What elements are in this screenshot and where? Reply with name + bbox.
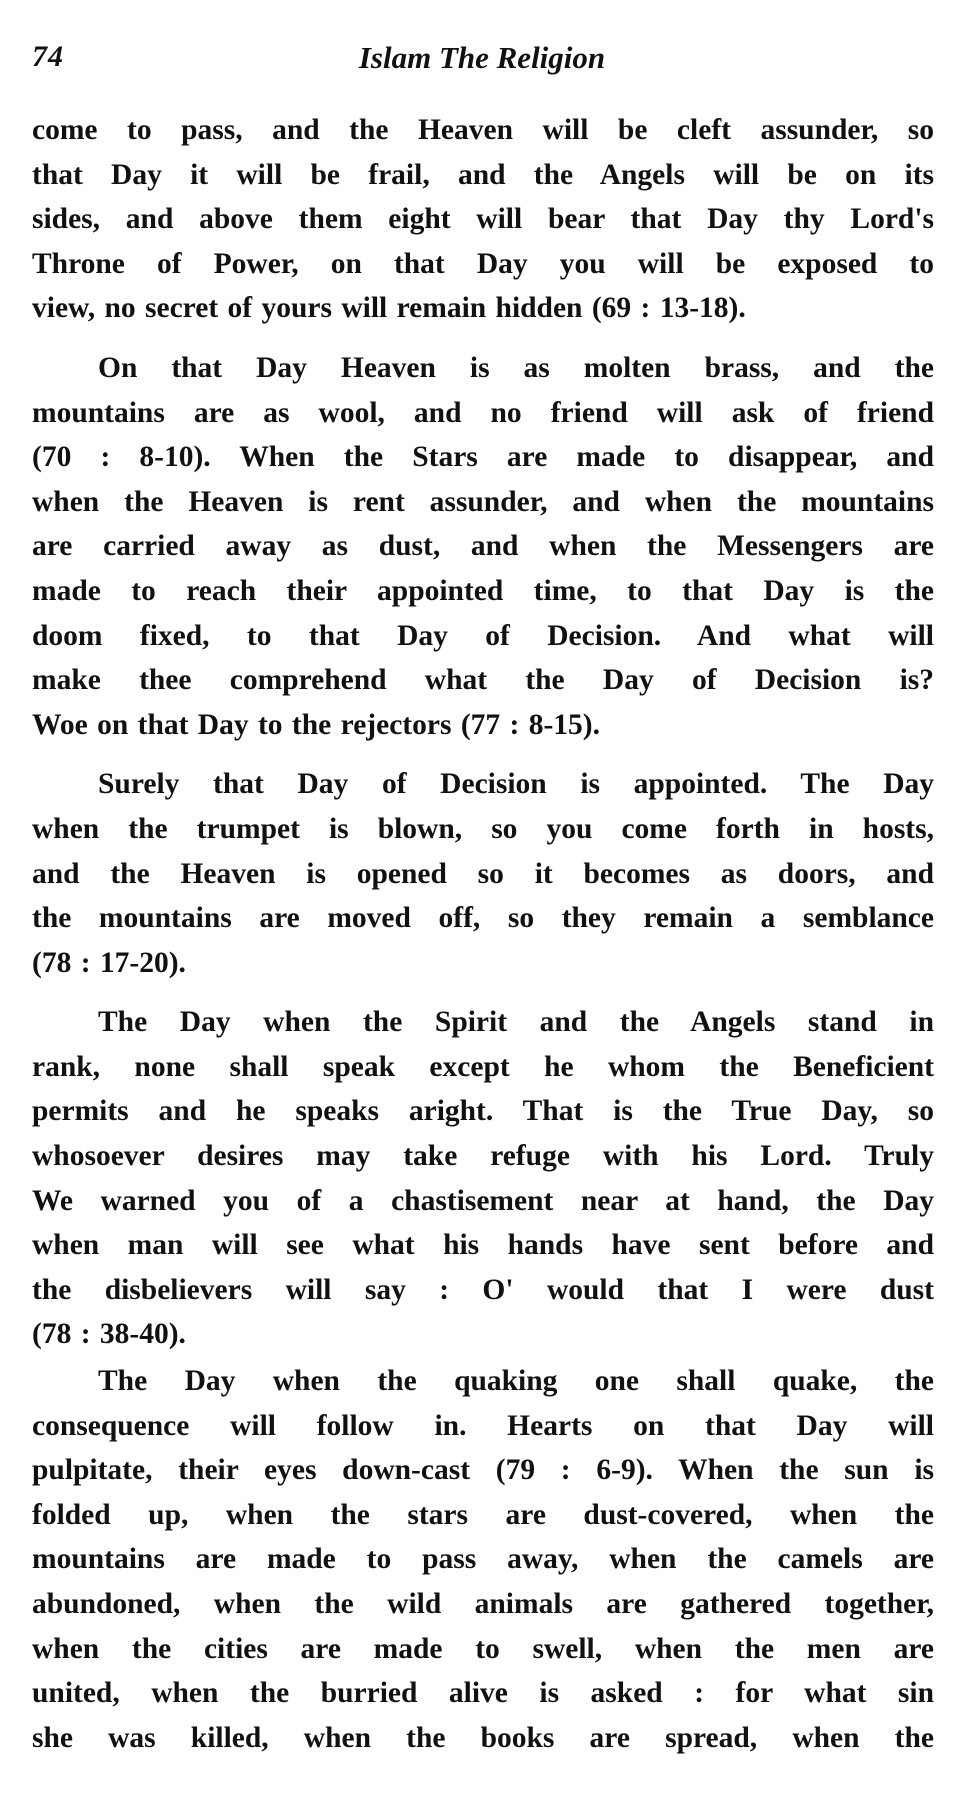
paragraph-3	[32, 762, 934, 985]
text-line: Throne of Power, on that Day you will be exposed to	[32, 247, 934, 280]
paragraph-4	[32, 1000, 934, 1357]
text-line: (70 : 8-10). When the Stars are made to disappear, and	[32, 441, 934, 474]
text-line: the mountains are moved off, so they remain a semblance	[32, 902, 934, 935]
text-line: whosoever desires may take refuge with his Lord. Truly	[32, 1140, 934, 1173]
text-line: sides, and above them eight will bear that Day thy Lord's	[32, 203, 934, 236]
text-line: permits and he speaks aright. That is the True Day, so	[32, 1095, 934, 1128]
text-line: she was killed, when the books are spread, when the	[32, 1721, 934, 1754]
page-body	[32, 108, 934, 1760]
page-number: 74	[32, 40, 64, 73]
paragraph-5	[32, 1359, 934, 1760]
text-line: We warned you of a chastisement near at hand, the Day	[32, 1184, 934, 1217]
text-line: when the trumpet is blown, so you come forth in hosts,	[32, 812, 934, 845]
text-line: that Day it will be frail, and the Angels will be on its	[32, 158, 934, 191]
text-line: rank, none shall speak except he whom the Beneficient	[32, 1050, 934, 1083]
paragraph-1	[32, 108, 934, 331]
text-line: the disbelievers will say : O' would that I were dust	[32, 1273, 934, 1306]
text-line: pulpitate, their eyes down-cast (79 : 6-9). When the sun is	[32, 1454, 934, 1487]
text-line: when the Heaven is rent assunder, and when the mountains	[32, 485, 934, 518]
text-line: The Day when the Spirit and the Angels stand in	[98, 1006, 934, 1039]
text-line: united, when the burried alive is asked : for what sin	[32, 1677, 934, 1710]
text-line: abundoned, when the wild animals are gathered together,	[32, 1588, 934, 1620]
text-line: when the cities are made to swell, when the men are	[32, 1632, 934, 1665]
text-line: consequence will follow in. Hearts on that Day will	[32, 1409, 934, 1442]
text-line: view, no secret of yours will remain hidden (69 : 13-18).	[32, 292, 746, 325]
text-line: are carried away as dust, and when the Messengers are	[32, 530, 934, 563]
text-line: come to pass, and the Heaven will be cleft assunder, so	[32, 114, 934, 146]
text-line: The Day when the quaking one shall quake, the	[98, 1365, 934, 1398]
text-line: Woe on that Day to the rejectors (77 : 8-15).	[32, 708, 600, 741]
page-header	[32, 40, 932, 84]
text-line: when man will see what his hands have sent before and	[32, 1229, 934, 1262]
text-line: On that Day Heaven is as molten brass, and the	[98, 351, 934, 384]
running-title: Islam The Religion	[358, 40, 606, 75]
text-line: mountains are as wool, and no friend will ask of friend	[32, 396, 934, 429]
text-line: Surely that Day of Decision is appointed. The Day	[98, 768, 934, 801]
text-line: (78 : 17-20).	[32, 946, 186, 979]
text-line: made to reach their appointed time, to that Day is the	[32, 574, 934, 607]
text-line: mountains are made to pass away, when the camels are	[32, 1543, 934, 1576]
text-line: (78 : 38-40).	[32, 1318, 186, 1351]
text-line: make thee comprehend what the Day of Decision is?	[32, 664, 934, 697]
paragraph-2	[32, 346, 934, 747]
text-line: and the Heaven is opened so it becomes as doors, and	[32, 857, 934, 890]
text-line: folded up, when the stars are dust-covered, when the	[32, 1498, 934, 1531]
text-line: doom fixed, to that Day of Decision. And what will	[32, 619, 934, 652]
